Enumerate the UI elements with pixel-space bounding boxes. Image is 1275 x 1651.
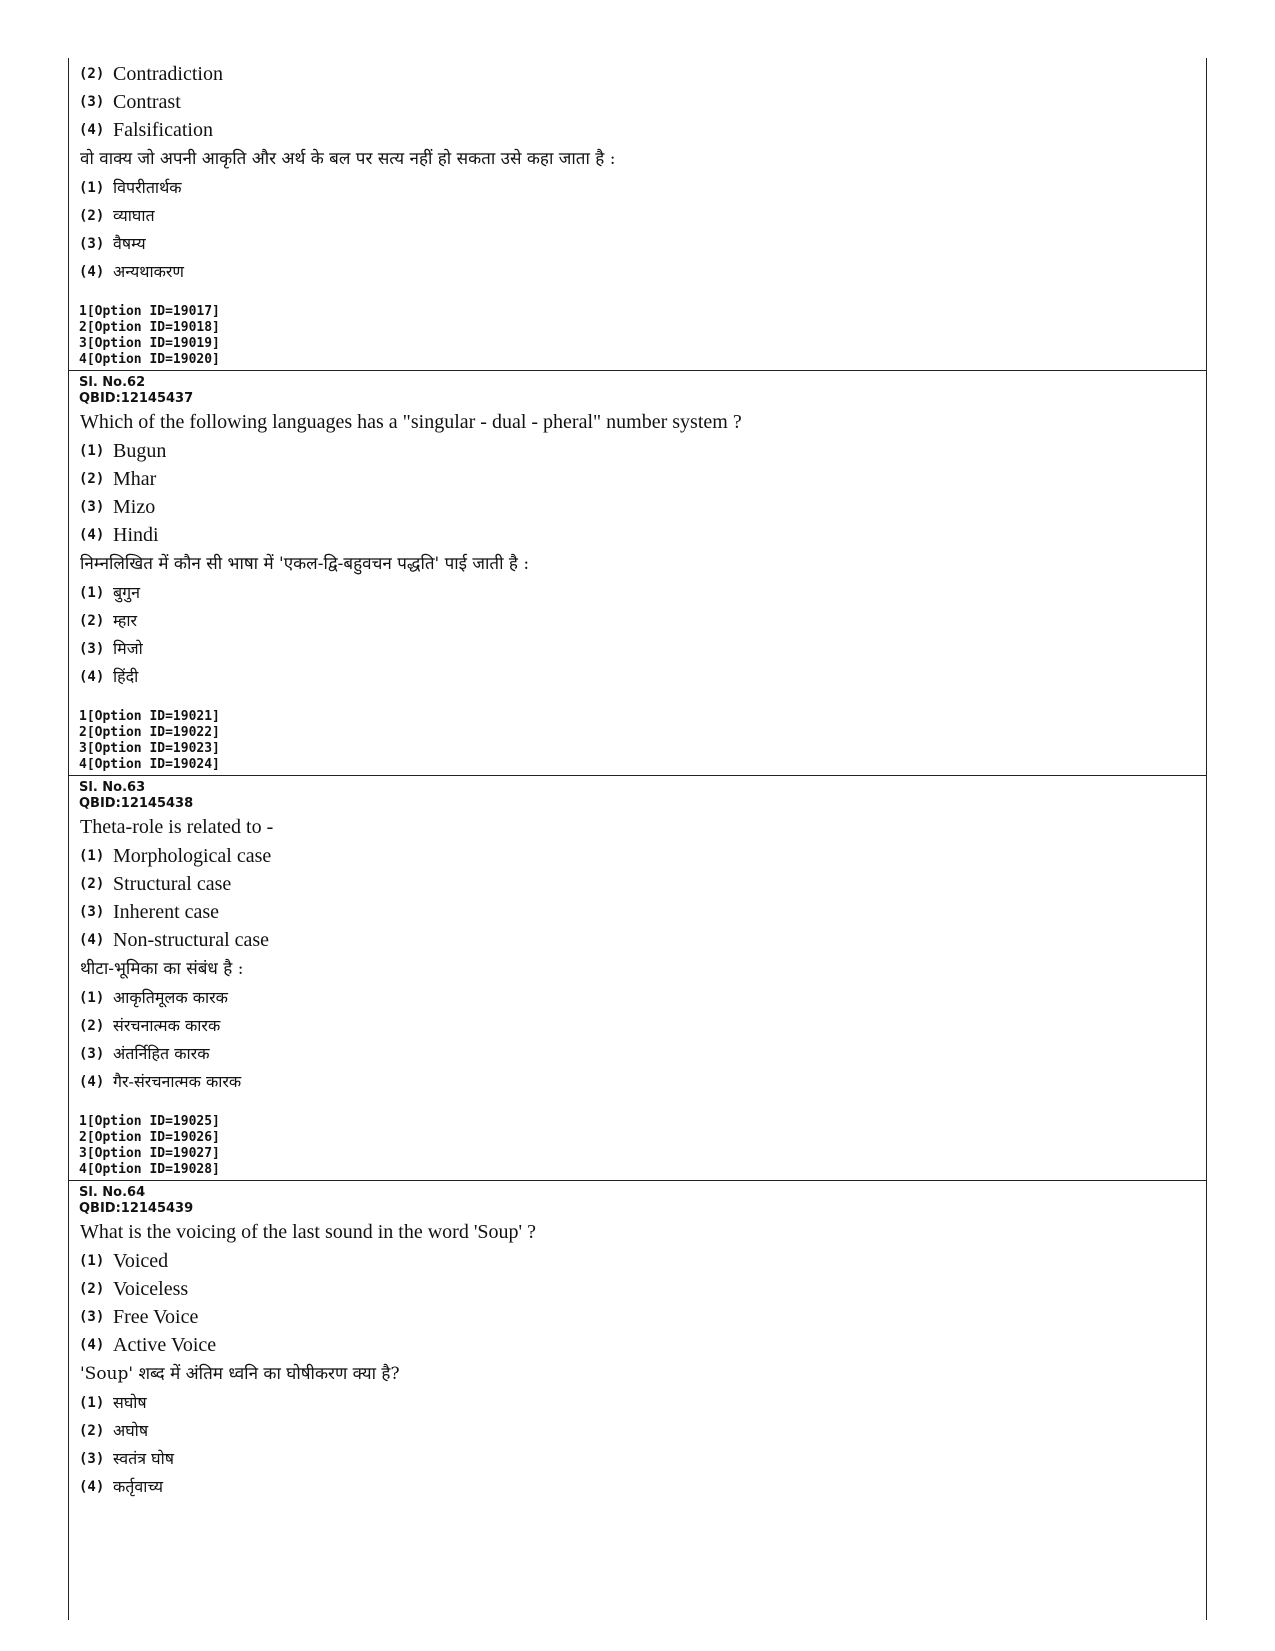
option-text: Structural case <box>113 873 232 895</box>
question-block <box>69 1180 1206 1501</box>
option-text: Mizo <box>113 496 156 518</box>
option-text: मिजो <box>113 639 143 658</box>
option-number: (1) <box>79 990 105 1006</box>
option-text: Hindi <box>113 524 159 546</box>
option-text: संरचनात्मक कारक <box>113 1016 221 1035</box>
qbid: QBID:12145437 <box>79 391 194 406</box>
option-text: Free Voice <box>113 1306 199 1328</box>
option-hi <box>79 1445 1206 1473</box>
option-id: 4[Option ID=19020] <box>79 352 220 367</box>
option-hi <box>79 1473 1206 1501</box>
option-hi <box>79 1012 1206 1040</box>
option-number: (4) <box>79 264 105 280</box>
option-text: अघोष <box>113 1421 149 1440</box>
option-hi <box>79 174 1206 202</box>
option-number: (2) <box>79 1018 105 1034</box>
question-text-hi: निम्नलिखित में कौन सी भाषा में 'एकल-द्वि-बहुवचन पद्धति' पाई जाती है : <box>80 554 530 574</box>
option-number: (4) <box>79 122 105 138</box>
option-text: Voiced <box>113 1250 169 1272</box>
option-id: 1[Option ID=19025] <box>79 1114 220 1129</box>
option-hi <box>79 230 1206 258</box>
option-number: (1) <box>79 180 105 196</box>
option-number: (1) <box>79 1395 105 1411</box>
option-text: Morphological case <box>113 845 272 867</box>
option-text: Inherent case <box>113 901 220 923</box>
option-id: 4[Option ID=19024] <box>79 757 220 772</box>
option-text: Contradiction <box>113 63 223 85</box>
option-hi <box>79 1068 1206 1096</box>
option-id: 3[Option ID=19019] <box>79 336 220 351</box>
option-id: 2[Option ID=19026] <box>79 1130 220 1145</box>
option-text: बुगुन <box>113 583 141 602</box>
option-text: हिंदी <box>113 667 139 686</box>
qbid: QBID:12145439 <box>79 1201 194 1216</box>
question-text-en: Which of the following languages has a "singular - dual - pheral" number system ? <box>80 411 742 433</box>
option-id: 4[Option ID=19028] <box>79 1162 220 1177</box>
option-text: कर्तृवाच्य <box>113 1477 164 1496</box>
option-id: 3[Option ID=19027] <box>79 1146 220 1161</box>
option-en <box>79 88 1206 116</box>
option-id: 2[Option ID=19022] <box>79 725 220 740</box>
option-number: (4) <box>79 1337 105 1353</box>
option-text: Active Voice <box>113 1334 217 1356</box>
option-id: 1[Option ID=19017] <box>79 304 220 319</box>
question-block <box>69 775 1206 1180</box>
option-text: आकृतिमूलक कारक <box>113 988 228 1007</box>
option-text: व्याघात <box>113 206 155 225</box>
option-text: सघोष <box>113 1393 147 1412</box>
option-en <box>79 870 1206 898</box>
question-block-continued <box>69 58 1206 370</box>
option-number: (4) <box>79 1074 105 1090</box>
option-number: (3) <box>79 904 105 920</box>
option-en <box>79 926 1206 954</box>
option-id-list <box>79 304 1206 370</box>
option-number: (4) <box>79 1479 105 1495</box>
option-number: (2) <box>79 876 105 892</box>
option-number: (2) <box>79 208 105 224</box>
option-number: (3) <box>79 1309 105 1325</box>
option-text: म्हार <box>113 611 138 630</box>
option-number: (1) <box>79 848 105 864</box>
option-en <box>79 898 1206 926</box>
option-en <box>79 465 1206 493</box>
question-text-hi: वो वाक्य जो अपनी आकृति और अर्थ के बल पर सत्य नहीं हो सकता उसे कहा जाता है : <box>80 149 616 169</box>
option-en <box>79 437 1206 465</box>
option-text: Non-structural case <box>113 929 270 951</box>
option-text: गैर-संरचनात्मक कारक <box>113 1072 242 1091</box>
option-number: (1) <box>79 1253 105 1269</box>
option-text: अंतर्निहित कारक <box>113 1044 210 1063</box>
option-number: (3) <box>79 94 105 110</box>
option-hi <box>79 607 1206 635</box>
option-number: (3) <box>79 1046 105 1062</box>
option-hi <box>79 258 1206 286</box>
option-number: (2) <box>79 1281 105 1297</box>
question-sheet <box>68 58 1207 1620</box>
option-hi <box>79 663 1206 691</box>
option-number: (4) <box>79 669 105 685</box>
option-hi <box>79 1389 1206 1417</box>
option-number: (2) <box>79 613 105 629</box>
option-en <box>79 842 1206 870</box>
option-id: 1[Option ID=19021] <box>79 709 220 724</box>
option-en <box>79 1247 1206 1275</box>
option-number: (2) <box>79 66 105 82</box>
option-number: (2) <box>79 1423 105 1439</box>
option-en <box>79 1275 1206 1303</box>
serial-number: Sl. No.62 <box>79 375 146 390</box>
option-number: (4) <box>79 527 105 543</box>
option-en <box>79 1331 1206 1359</box>
option-text: Bugun <box>113 440 167 462</box>
option-id-list <box>79 1114 1206 1180</box>
option-number: (1) <box>79 443 105 459</box>
question-text-en: What is the voicing of the last sound in the word 'Soup' ? <box>80 1221 537 1243</box>
option-hi <box>79 579 1206 607</box>
option-id: 3[Option ID=19023] <box>79 741 220 756</box>
option-hi <box>79 984 1206 1012</box>
option-text: विपरीतार्थक <box>113 178 182 197</box>
option-id: 2[Option ID=19018] <box>79 320 220 335</box>
option-number: (2) <box>79 471 105 487</box>
option-id-list <box>79 709 1206 775</box>
option-text: वैषम्य <box>113 234 146 253</box>
option-hi <box>79 635 1206 663</box>
option-text: अन्यथाकरण <box>113 262 184 281</box>
option-number: (3) <box>79 1451 105 1467</box>
option-hi <box>79 202 1206 230</box>
option-text: स्वतंत्र घोष <box>113 1449 175 1468</box>
serial-number: Sl. No.63 <box>79 780 146 795</box>
option-number: (3) <box>79 236 105 252</box>
option-text: Falsification <box>113 119 213 141</box>
option-hi <box>79 1417 1206 1445</box>
question-text-en: Theta-role is related to - <box>80 816 274 838</box>
option-en <box>79 1303 1206 1331</box>
option-en <box>79 493 1206 521</box>
option-en <box>79 116 1206 144</box>
option-en <box>79 60 1206 88</box>
option-number: (3) <box>79 499 105 515</box>
question-text-hi: थीटा-भूमिका का संबंध है : <box>80 959 244 979</box>
option-text: Contrast <box>113 91 181 113</box>
serial-number: Sl. No.64 <box>79 1185 146 1200</box>
option-text: Voiceless <box>113 1278 189 1300</box>
option-text: Mhar <box>113 468 157 490</box>
option-en <box>79 521 1206 549</box>
question-block <box>69 370 1206 775</box>
option-number: (4) <box>79 932 105 948</box>
option-number: (3) <box>79 641 105 657</box>
question-text-hi: 'Soup' शब्द में अंतिम ध्वनि का घोषीकरण क्या है? <box>80 1364 400 1384</box>
option-hi <box>79 1040 1206 1068</box>
qbid: QBID:12145438 <box>79 796 194 811</box>
option-number: (1) <box>79 585 105 601</box>
